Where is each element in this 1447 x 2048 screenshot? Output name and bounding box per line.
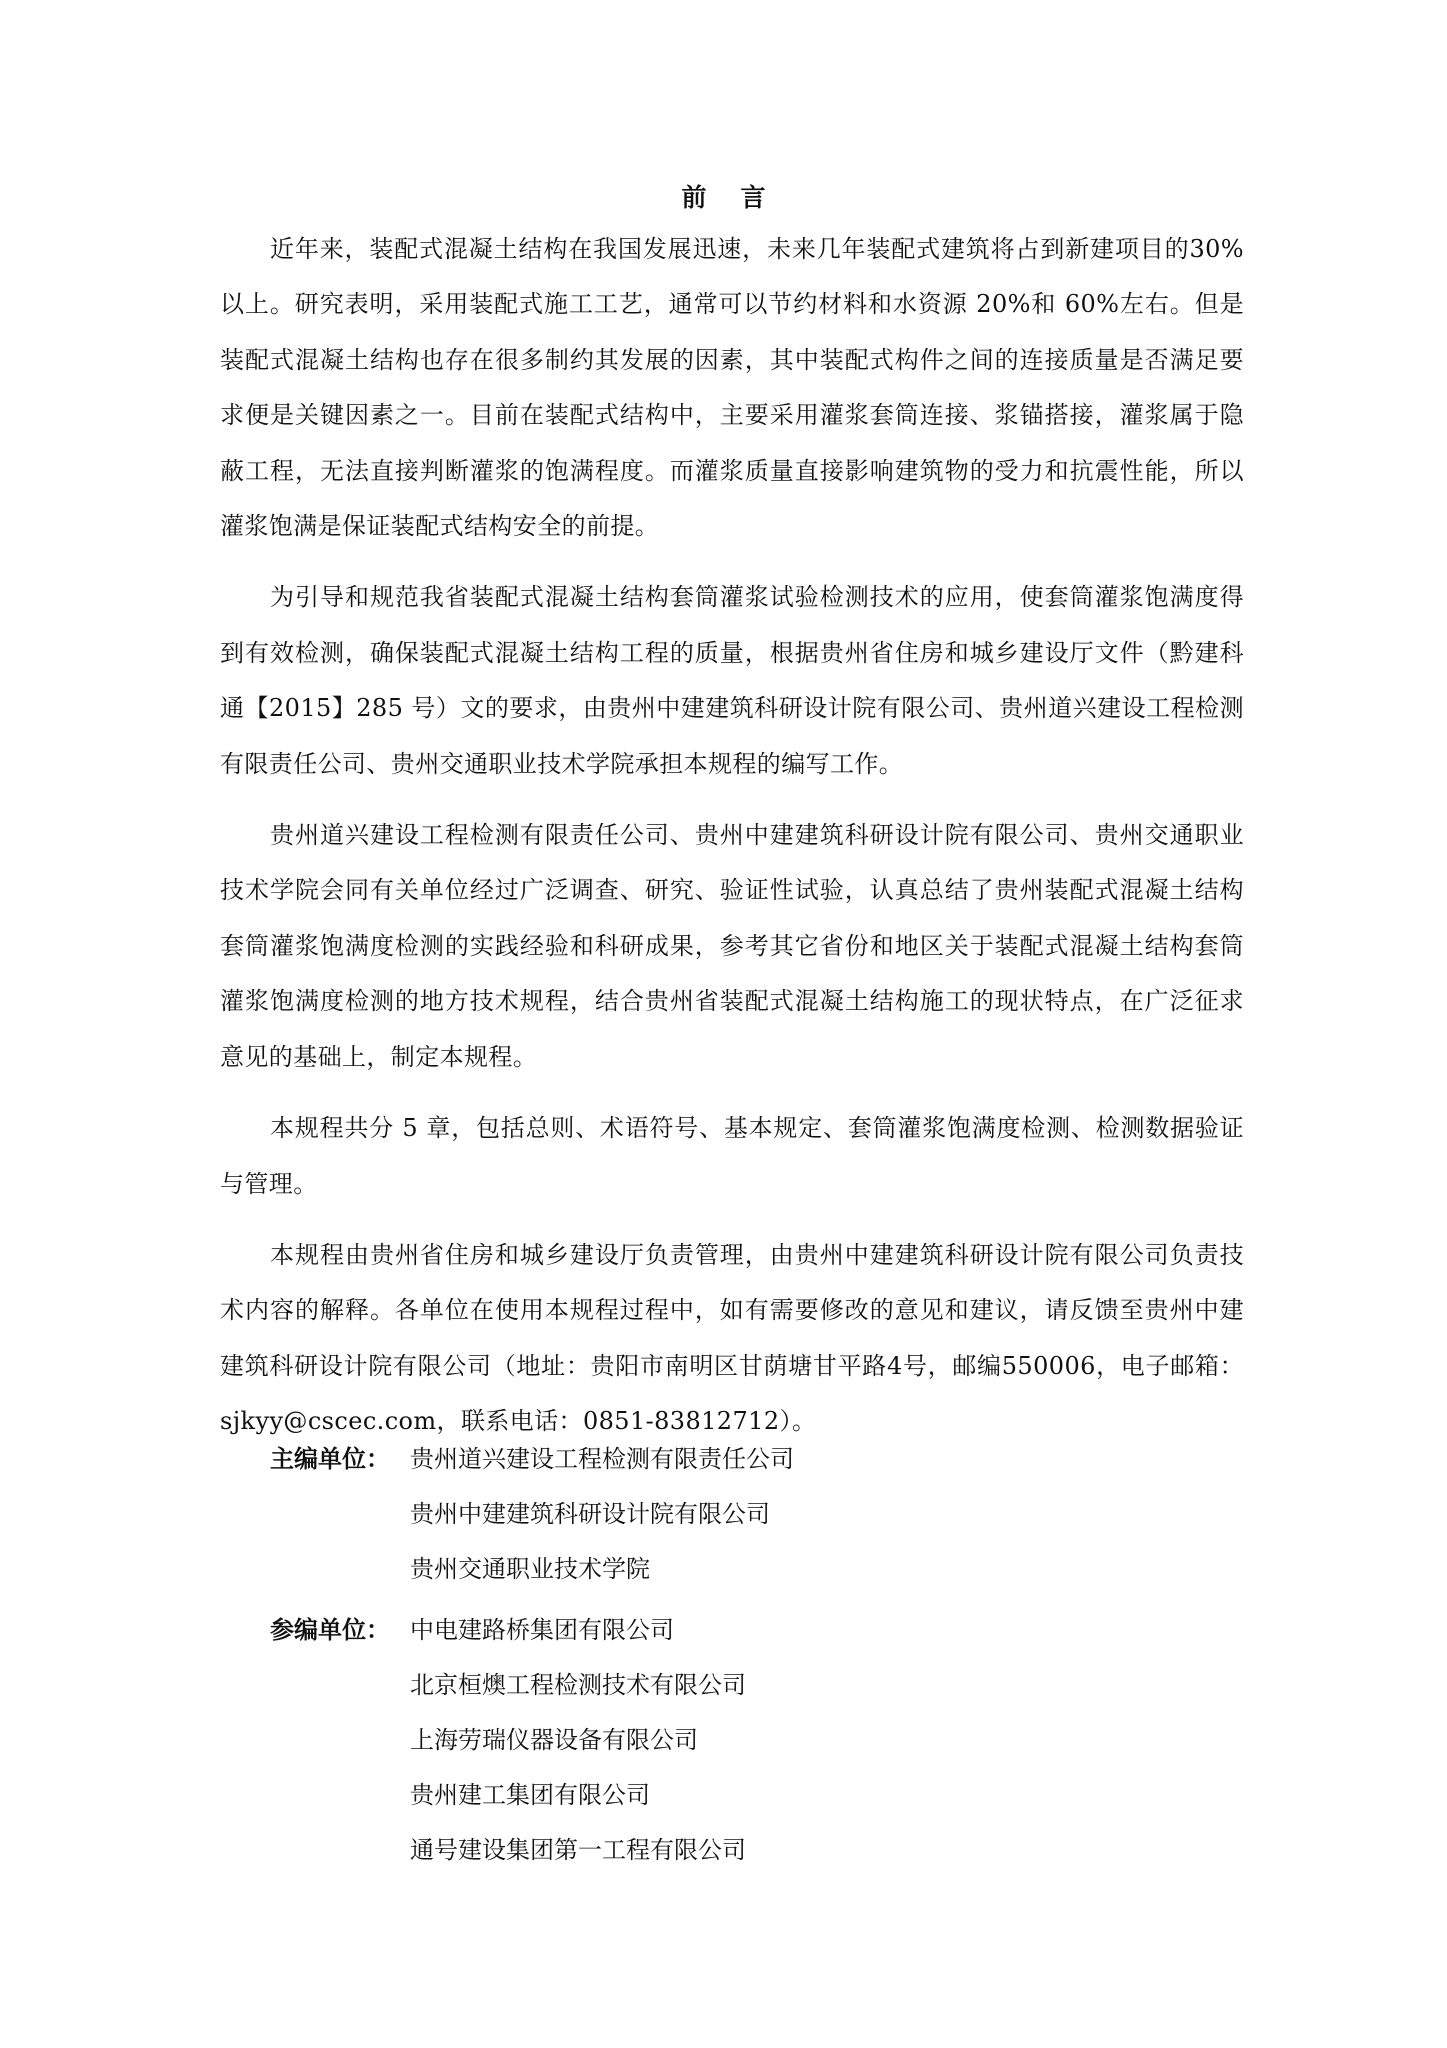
chief-editors-label: 主编单位： — [270, 1445, 390, 1473]
list-item: 北京桓燠工程检测技术有限公司 — [410, 1671, 746, 1699]
paragraph-5: 本规程由贵州省住房和城乡建设厅负责管理，由贵州中建建筑科研设计院有限公司负责技术内容的解释。各单位在使用本规程过程中，如有需要修改的意见和建议，请反馈至贵州中建建筑科研设计院有限公司（地址：贵阳市南明区甘荫塘甘平路4号，邮编550006，电子邮箱：sjkyy@cscec.com，联系电话：0851-83812712）。 — [220, 1240, 1244, 1436]
list-item: 贵州建工集团有限公司 — [410, 1781, 650, 1809]
preface-body — [220, 222, 1244, 1466]
paragraph-4: 本规程共分 5 章，包括总则、术语符号、基本规定、套筒灌浆饱满度检测、检测数据验证与管理。 — [220, 1114, 1244, 1198]
list-item: 贵州道兴建设工程检测有限责任公司 — [410, 1445, 794, 1473]
paragraph-3: 贵州道兴建设工程检测有限责任公司、贵州中建建筑科研设计院有限公司、贵州交通职业技术学院会同有关单位经过广泛调查、研究、验证性试验，认真总结了贵州装配式混凝土结构套筒灌浆饱满度检测的实践经验和科研成果，参考其它省份和地区关于装配式混凝土结构套筒灌浆饱满度检测的地方技术规程，结合贵州省装配式混凝土结构施工的现状特点，在广泛征求意见的基础上，制定本规程。 — [220, 821, 1244, 1071]
list-item: 中电建路桥集团有限公司 — [410, 1616, 674, 1644]
paragraph-2: 为引导和规范我省装配式混凝土结构套筒灌浆试验检测技术的应用，使套筒灌浆饱满度得到有效检测，确保装配式混凝土结构工程的质量，根据贵州省住房和城乡建设厅文件（黔建科通【2015】285 号）文的要求，由贵州中建建筑科研设计院有限公司、贵州道兴建设工程检测有限责任公司、贵州交通职业技术学院承担本规程的编写工作。 — [220, 583, 1244, 778]
list-item: 通号建设集团第一工程有限公司 — [410, 1836, 746, 1864]
chief-editors-list — [410, 1432, 794, 1597]
paragraph-1: 近年来，装配式混凝土结构在我国发展迅速，未来几年装配式建筑将占到新建项目的30%以上。研究表明，采用装配式施工工艺，通常可以节约材料和水资源 20%和 60%左右。但是装配式混凝土结构也存在很多制约其发展的因素，其中装配式构件之间的连接质量是否满足要求便是关键因素之一。目前在装配式结构中，主要采用灌浆套筒连接、浆锚搭接，灌浆属于隐蔽工程，无法直接判断灌浆的饱满程度。而灌浆质量直接影响建筑物的受力和抗震性能，所以灌浆饱满是保证装配式结构安全的前提。 — [220, 235, 1244, 541]
list-item: 贵州交通职业技术学院 — [410, 1555, 650, 1583]
participating-editors-group — [270, 1603, 1170, 1878]
editor-units — [270, 1432, 1170, 1878]
list-item: 贵州中建建筑科研设计院有限公司 — [410, 1500, 770, 1528]
list-item: 上海劳瑞仪器设备有限公司 — [410, 1726, 698, 1754]
participating-editors-list — [410, 1603, 746, 1878]
participating-editors-label: 参编单位： — [270, 1616, 390, 1644]
page-title: 前言 — [681, 183, 800, 212]
chief-editors-group — [270, 1432, 1170, 1597]
